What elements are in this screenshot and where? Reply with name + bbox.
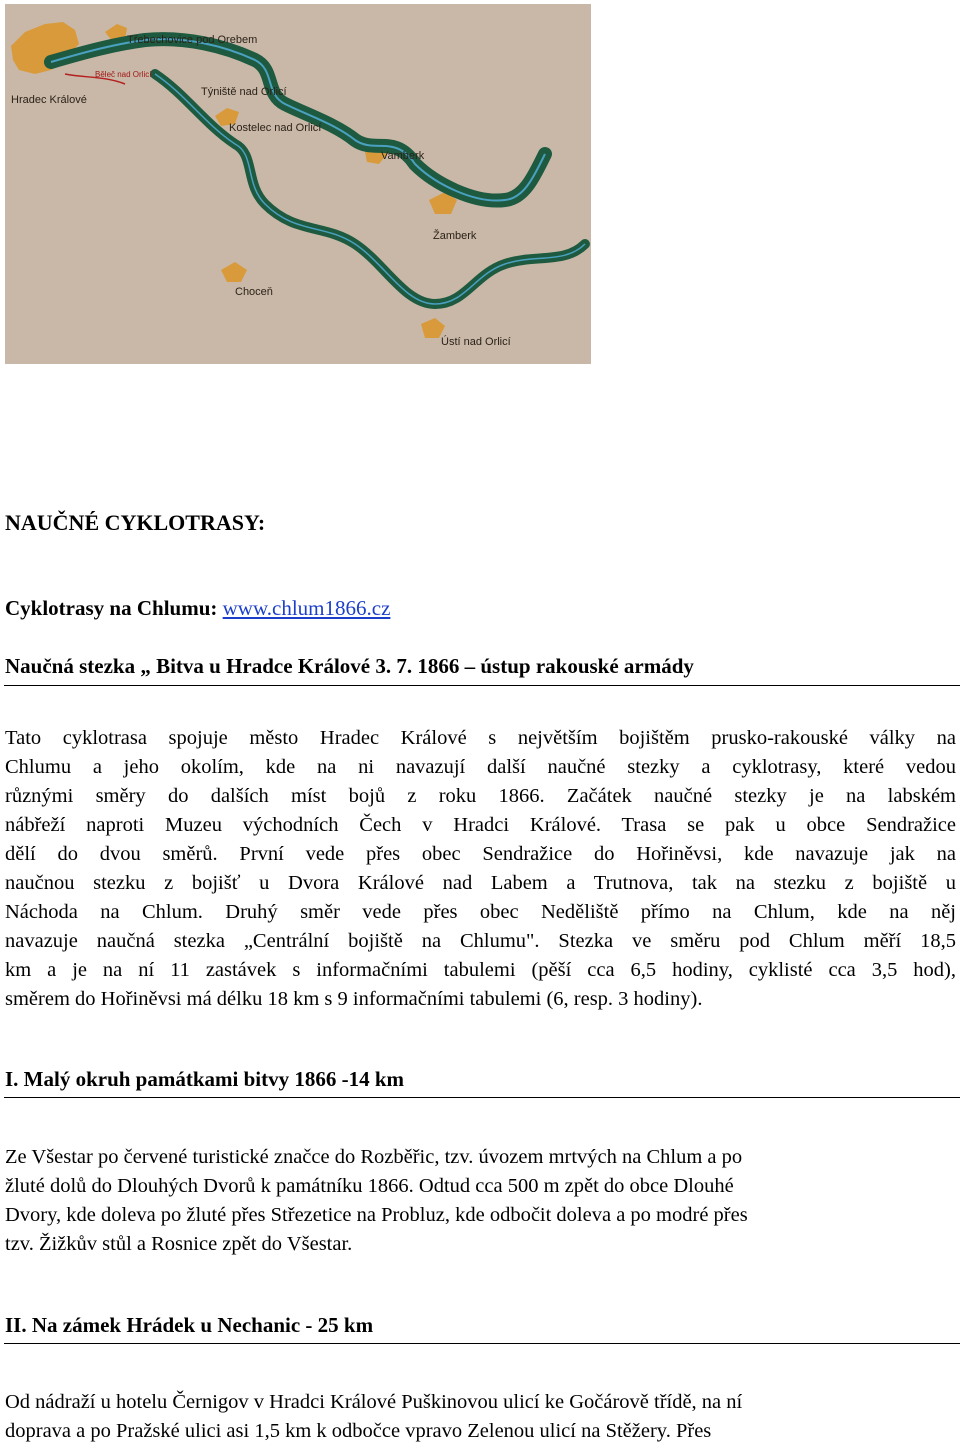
map-label-tyniste: Týniště nad Orlicí <box>201 86 287 98</box>
paragraph-line: žluté dolů do Dlouhých Dvorů k památníku 1866. Odtud cca 500 m zpět do obce Dlouhé <box>5 1175 734 1197</box>
map-label-zamberk: Žamberk <box>433 230 477 242</box>
paragraph-line: dělí do dvou směrů. První vede přes obec Sendražice do Hořiněvsi, kde navazuje jak na <box>5 843 956 865</box>
paragraph-line: km a je na ní 11 zastávek s informačními tabulemi (pěší cca 6,5 hodiny, cyklisté cca 3,5 hod), <box>5 959 956 981</box>
paragraph-line: doprava a po Pražské ulici asi 1,5 km k odbočce vpravo Zelenou ulicí na Stěžery. Přes <box>5 1420 712 1442</box>
paragraph-line: Ze Všestar po červené turistické značce do Rozběřic, tzv. úvozem mrtvých na Chlum a po <box>5 1146 743 1168</box>
page-title: NAUČNÉ CYKLOTRASY: <box>5 510 266 535</box>
map-label-kostelec: Kostelec nad Orlicí <box>229 122 322 134</box>
paragraph-line: naučnou stezku z bojišť u Dvora Králové nad Labem a Trutnova, tak na stezku z bojiště u <box>5 872 956 894</box>
map-label-trebechovice: Třebechovice pod Orebem <box>127 34 258 46</box>
divider <box>4 1343 960 1344</box>
paragraph-line: směrem do Hořiněvsi má délku 18 km s 9 informačními tabulemi (6, resp. 3 hodiny). <box>5 988 703 1010</box>
paragraph-line: navazuje naučná stezka „Centrální bojiště na Chlumu". Stezka ve směru pod Chlum měří 18,5 <box>5 930 956 952</box>
paragraph-line: Chlumu a jeho okolím, kde na ni navazují další naučné stezky a cyklotrasy, které vedou <box>5 756 956 778</box>
paragraph-3 <box>5 1388 956 1446</box>
chlum-label: Cyklotrasy na Chlumu: <box>5 596 218 620</box>
paragraph-1 <box>5 724 956 1014</box>
map-label-chocen: Choceň <box>235 286 273 298</box>
trail-heading: Naučná stezka „ Bitva u Hradce Králové 3. 7. 1866 – ústup rakouské armády <box>5 654 694 678</box>
paragraph-line: různými směry do dalších míst bojů z roku 1866. Začátek naučné stezky je na labském <box>5 785 956 807</box>
map-label-belec: Běleč nad Orlicí <box>95 70 152 79</box>
divider <box>4 1097 960 1098</box>
chlum-line <box>5 596 390 621</box>
section-1-heading: I. Malý okruh památkami bitvy 1866 -14 km <box>5 1067 405 1091</box>
paragraph-line: tzv. Žižkův stůl a Rosnice zpět do Všestar. <box>5 1233 353 1255</box>
paragraph-line: Dvory, kde doleva po žluté přes Střezetice na Probluz, kde odbočit doleva a po modré přes <box>5 1204 748 1226</box>
chlum-link[interactable]: www.chlum1866.cz <box>222 596 391 620</box>
upper-river <box>51 39 545 200</box>
chocen-town-area <box>221 262 247 282</box>
usti-town-area <box>421 318 445 338</box>
paragraph-2 <box>5 1143 956 1259</box>
map-label-hradec: Hradec Králové <box>11 94 87 106</box>
divider <box>4 685 960 686</box>
map-label-usti: Ústí nad Orlicí <box>441 336 511 348</box>
paragraph-line: Od nádraží u hotelu Černigov v Hradci Králové Puškinovou ulicí ke Gočárově třídě, na ní <box>5 1391 743 1413</box>
paragraph-line: Náchoda na Chlum. Druhý směr vede přes obec Neděliště přímo na Chlum, kde na něj <box>5 901 956 923</box>
section-2-heading: II. Na zámek Hrádek u Nechanic - 25 km <box>5 1313 374 1337</box>
paragraph-line: Tato cyklotrasa spojuje město Hradec Králové s největším bojištěm prusko-rakouské války na <box>5 727 956 749</box>
paragraph-line: nábřeží naproti Muzeu východních Čech v Hradci Králové. Trasa se pak u obce Sendražice <box>5 814 956 836</box>
map-graphic <box>5 4 591 364</box>
map-label-vamberk: Vamberk <box>381 150 425 162</box>
route-map <box>5 4 591 364</box>
hradec-town-area <box>11 22 79 74</box>
